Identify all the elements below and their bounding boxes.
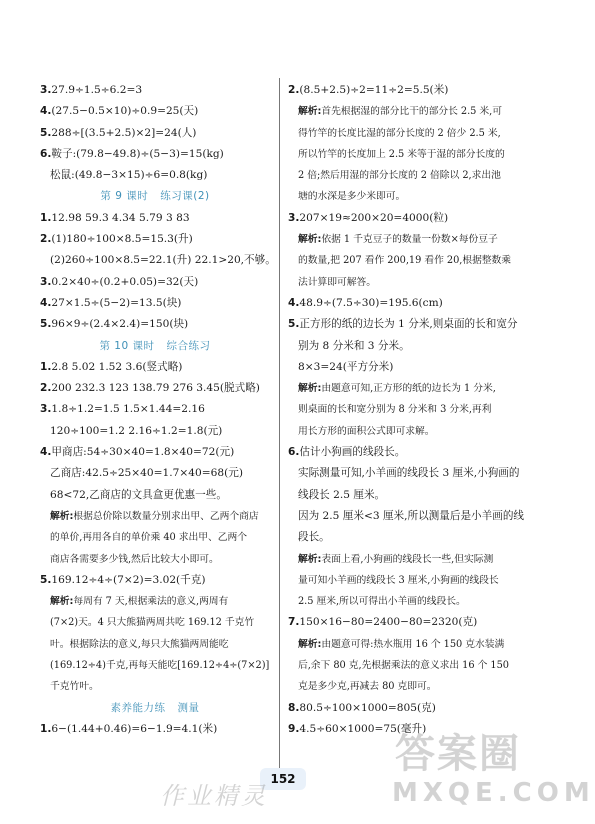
column-divider: [279, 78, 280, 778]
explanation-line: [288, 421, 520, 442]
line-text: 正方形的纸的边长为 1 分米,则桌面的长和宽分: [299, 318, 518, 331]
answer-line: [40, 208, 270, 229]
explanation-line: [40, 634, 270, 655]
line-text: 线段长 2.5 厘米。: [298, 488, 386, 501]
section-heading-literacy: [40, 698, 270, 719]
line-text: 乙商店:42.5÷25×40=1.7×40=68(元): [50, 467, 243, 480]
question-number: 3.: [40, 84, 52, 96]
answer-line: [40, 378, 270, 399]
explanation-label: 解析:: [50, 596, 74, 608]
line-text: 2.8 5.02 1.52 3.6(竖式略): [51, 360, 183, 373]
line-text: 实际测量可知,小羊画的线段长 3 厘米,小狗画的: [298, 467, 520, 480]
answer-line: [288, 357, 520, 378]
explanation-line: [288, 165, 520, 186]
explanation-line: [40, 655, 270, 676]
explanation-line: [40, 591, 270, 612]
question-number: 1.: [40, 722, 52, 735]
explanation-line: [288, 378, 520, 399]
line-text: 6−(1.44+0.46)=6−1.9=4.1(米): [51, 722, 218, 735]
explanation-line: [288, 655, 520, 676]
watermark-site-url: MXQE.COM: [392, 778, 595, 808]
explanation-line: [288, 250, 520, 271]
explanation-line: [288, 186, 520, 207]
line-text: (169.12÷4)千克,再每天能吃[169.12÷4÷(7×2)]: [50, 660, 270, 672]
line-text: 商店各需要多少钱,然后比较大小即可。: [50, 553, 219, 565]
question-number: 7.: [288, 616, 300, 629]
line-text: 12.98 59.3 4.34 5.79 3 83: [51, 211, 190, 224]
answer-line: [40, 314, 270, 335]
answer-line: [40, 570, 270, 591]
question-number: 6.: [40, 147, 52, 160]
line-text: 68<72,乙商店的文具盒更优惠一些。: [50, 488, 227, 501]
line-text: 的数量,把 207 看作 200,19 看作 20,根据整数乘: [298, 255, 512, 267]
question-number: 4.: [40, 105, 52, 118]
answer-line: [288, 208, 520, 229]
question-number: 3.: [40, 403, 52, 416]
line-text: 克是多少克,再减去 80 克即可。: [298, 681, 437, 693]
watermark-site-logo: 答案圈: [395, 731, 521, 777]
question-number: 9.: [288, 722, 300, 735]
line-text: 288÷[(3.5+2.5)×2]=24(人): [51, 126, 197, 139]
explanation-line: [40, 676, 270, 697]
answer-line: [40, 719, 270, 740]
explanation-label: 解析:: [298, 234, 322, 246]
line-text: 169.12÷4÷(7×2)=3.02(千克): [51, 573, 206, 586]
explanation-label: 解析:: [298, 553, 322, 565]
line-text: 法计算即可解答。: [298, 276, 376, 288]
left-column: [40, 80, 276, 740]
explanation-line: [40, 549, 270, 570]
question-number: 6.: [288, 446, 300, 459]
answer-line: [40, 463, 270, 484]
line-text: 1.8÷1.2=1.5 1.5×1.44=2.16: [51, 403, 205, 416]
answer-line: [288, 698, 520, 719]
section-heading-lesson-10: [40, 336, 270, 357]
line-text: 207×19≈200×20=4000(粒): [299, 211, 449, 224]
question-number: 3.: [40, 275, 52, 288]
explanation-label: 解析:: [298, 383, 322, 395]
line-text: 量可知小羊画的线段长 3 厘米,小狗画的线段长: [298, 574, 499, 586]
line-text: 千克竹叶。: [50, 681, 99, 693]
line-text: 用长方形的面积公式即可求解。: [298, 425, 435, 437]
answer-line: [288, 293, 520, 314]
explanation-line: [288, 229, 520, 250]
question-number: 1.: [40, 360, 52, 373]
explanation-line: [288, 144, 520, 165]
explanation-line: [40, 612, 270, 633]
line-text: (8.5+2.5)÷2=11÷2=5.5(米): [299, 84, 449, 96]
line-text: 依据 1 千克豆子的数量一份数×每份豆子: [321, 234, 498, 246]
section-title: 综合练习: [166, 339, 211, 352]
question-number: 5.: [288, 318, 300, 331]
section-lesson: 第 9 课时: [100, 190, 149, 203]
section-heading-lesson-9: [40, 186, 270, 207]
answer-line: [40, 229, 270, 250]
section-title: 练习课(2): [160, 190, 210, 203]
line-text: 0.2×40÷(0.2+0.05)=32(天): [51, 275, 199, 288]
explanation-line: [288, 591, 520, 612]
section-lesson: 第 10 课时: [99, 339, 155, 352]
line-text: 则桌面的长和宽分别为 8 分米和 3 分米,再利: [298, 404, 492, 416]
explanation-line: [288, 272, 520, 293]
answer-line: [40, 421, 270, 442]
line-text: 120÷100=1.2 2.16÷1.2=1.8(元): [50, 424, 223, 437]
right-column: [288, 80, 525, 740]
line-text: 150×16−80=2400−80=2320(克): [299, 616, 478, 629]
explanation-label: 解析:: [298, 106, 322, 118]
line-text: 估计小狗画的线段长。: [299, 446, 406, 459]
line-text: (1)180÷100×8.5=15.3(升): [51, 233, 193, 246]
line-text: 得竹竿的长度比湿的部分长度的 2 倍少 2.5 米,: [298, 127, 501, 139]
explanation-line: [288, 123, 520, 144]
line-text: 因为 2.5 厘米<3 厘米,所以测量后是小羊画的线: [298, 509, 525, 522]
line-text: 2 倍;然后用湿的部分长度的 2 倍除以 2,求出池: [298, 170, 501, 182]
section-title: 测量: [177, 701, 200, 714]
line-text: 的单价,再用各自的单价乘 40 求出甲、乙两个: [50, 532, 248, 544]
answer-line: [40, 357, 270, 378]
question-number: 5.: [40, 126, 52, 139]
explanation-label: 解析:: [298, 638, 322, 650]
question-number: 2.: [40, 382, 52, 395]
answer-line: [40, 399, 270, 420]
question-number: 3.: [288, 211, 300, 224]
line-text: 由题意可得:热水瓶用 16 个 150 克水装满: [321, 638, 505, 650]
answer-line: [40, 272, 270, 293]
question-number: 4.: [40, 296, 52, 309]
line-text: 48.9÷(7.5÷30)=195.6(cm): [299, 296, 443, 309]
line-text: 80.5÷100×1000=805(克): [299, 701, 436, 714]
answer-line: [40, 250, 276, 271]
explanation-line: [288, 634, 520, 655]
line-text: 96×9÷(2.4×2.4)=150(块): [51, 318, 189, 331]
line-text: 所以竹竿的长度加上 2.5 米等于湿的部分长度的: [298, 148, 505, 160]
answer-line: [288, 612, 520, 633]
line-text: (27.5−0.5×10)÷0.9=25(天): [51, 105, 199, 118]
answer-line: [40, 123, 270, 144]
watermark-handwriting: 作业精灵: [160, 782, 268, 810]
answer-line: [40, 442, 270, 463]
line-text: 由题意可知,正方形的纸的边长为 1 分米,: [321, 383, 496, 395]
answer-line: [288, 314, 520, 335]
line-text: 鞍子:(79.8−49.8)÷(5−3)=15(kg): [51, 147, 224, 160]
explanation-line: [288, 549, 520, 570]
answer-line: [40, 293, 270, 314]
line-text: 27.9÷1.5÷6.2=3: [51, 84, 143, 96]
line-text: 叶。根据除法的意义,每只大熊猫两周能吃: [50, 638, 229, 650]
answer-line: [40, 144, 270, 165]
line-text: (2)260÷100×8.5=22.1(升) 22.1>20,不够。: [50, 254, 276, 267]
line-text: 27×1.5÷(5−2)=13.5(块): [51, 296, 182, 309]
question-number: 2.: [288, 84, 300, 96]
page-number: 152: [260, 768, 306, 790]
answer-line: [288, 80, 520, 101]
line-text: 塘的水深是多少米即可。: [298, 191, 406, 203]
line-text: 4.5÷60×1000=75(毫升): [299, 722, 427, 735]
line-text: 8×3=24(平方分米): [298, 360, 394, 373]
answer-line: [288, 442, 520, 463]
answer-line: [40, 485, 270, 506]
answer-line: [40, 165, 270, 186]
line-text: 松鼠:(49.8−3×15)÷6=0.8(kg): [50, 169, 208, 182]
line-text: 别为 8 分米和 3 分米。: [298, 339, 410, 352]
question-number: 8.: [288, 701, 300, 714]
question-number: 1.: [40, 211, 52, 224]
answer-line: [288, 485, 520, 506]
question-number: 2.: [40, 233, 52, 246]
line-text: (7×2)天。4 只大熊猫两周共吃 169.12 千克竹: [50, 617, 255, 629]
section-lesson: 素养能力练: [110, 701, 166, 714]
answer-line: [288, 527, 520, 548]
line-text: 表面上看,小狗画的线段长一些,但实际测: [321, 553, 494, 565]
question-number: 5.: [40, 318, 52, 331]
explanation-line: [288, 570, 520, 591]
explanation-label: 解析:: [50, 510, 74, 522]
line-text: 200 232.3 123 138.79 276 3.45(脱式略): [51, 382, 260, 395]
answer-line: [288, 336, 520, 357]
answer-line: [288, 463, 520, 484]
line-text: 2.5 厘米,所以可得出小羊画的线段长。: [298, 596, 466, 608]
question-number: 4.: [40, 446, 52, 459]
answer-line: [288, 506, 525, 527]
explanation-line: [288, 101, 520, 122]
line-text: 每周有 7 天,根据乘法的意义,两周有: [73, 596, 229, 608]
explanation-line: [40, 506, 270, 527]
line-text: 段长。: [298, 531, 330, 544]
answer-line: [40, 80, 270, 101]
line-text: 根据总价除以数量分别求出甲、乙两个商店: [73, 510, 259, 522]
explanation-line: [288, 676, 520, 697]
question-number: 5.: [40, 573, 52, 586]
explanation-line: [288, 399, 520, 420]
line-text: 甲商店:54÷30×40=1.8×40=72(元): [51, 446, 235, 459]
line-text: 首先根据湿的部分比干的部分长 2.5 米,可: [321, 106, 502, 118]
line-text: 后,余下 80 克,先根据乘法的意义求出 16 个 150: [298, 660, 509, 672]
explanation-line: [40, 527, 270, 548]
question-number: 4.: [288, 296, 300, 309]
answer-line: [40, 101, 270, 122]
